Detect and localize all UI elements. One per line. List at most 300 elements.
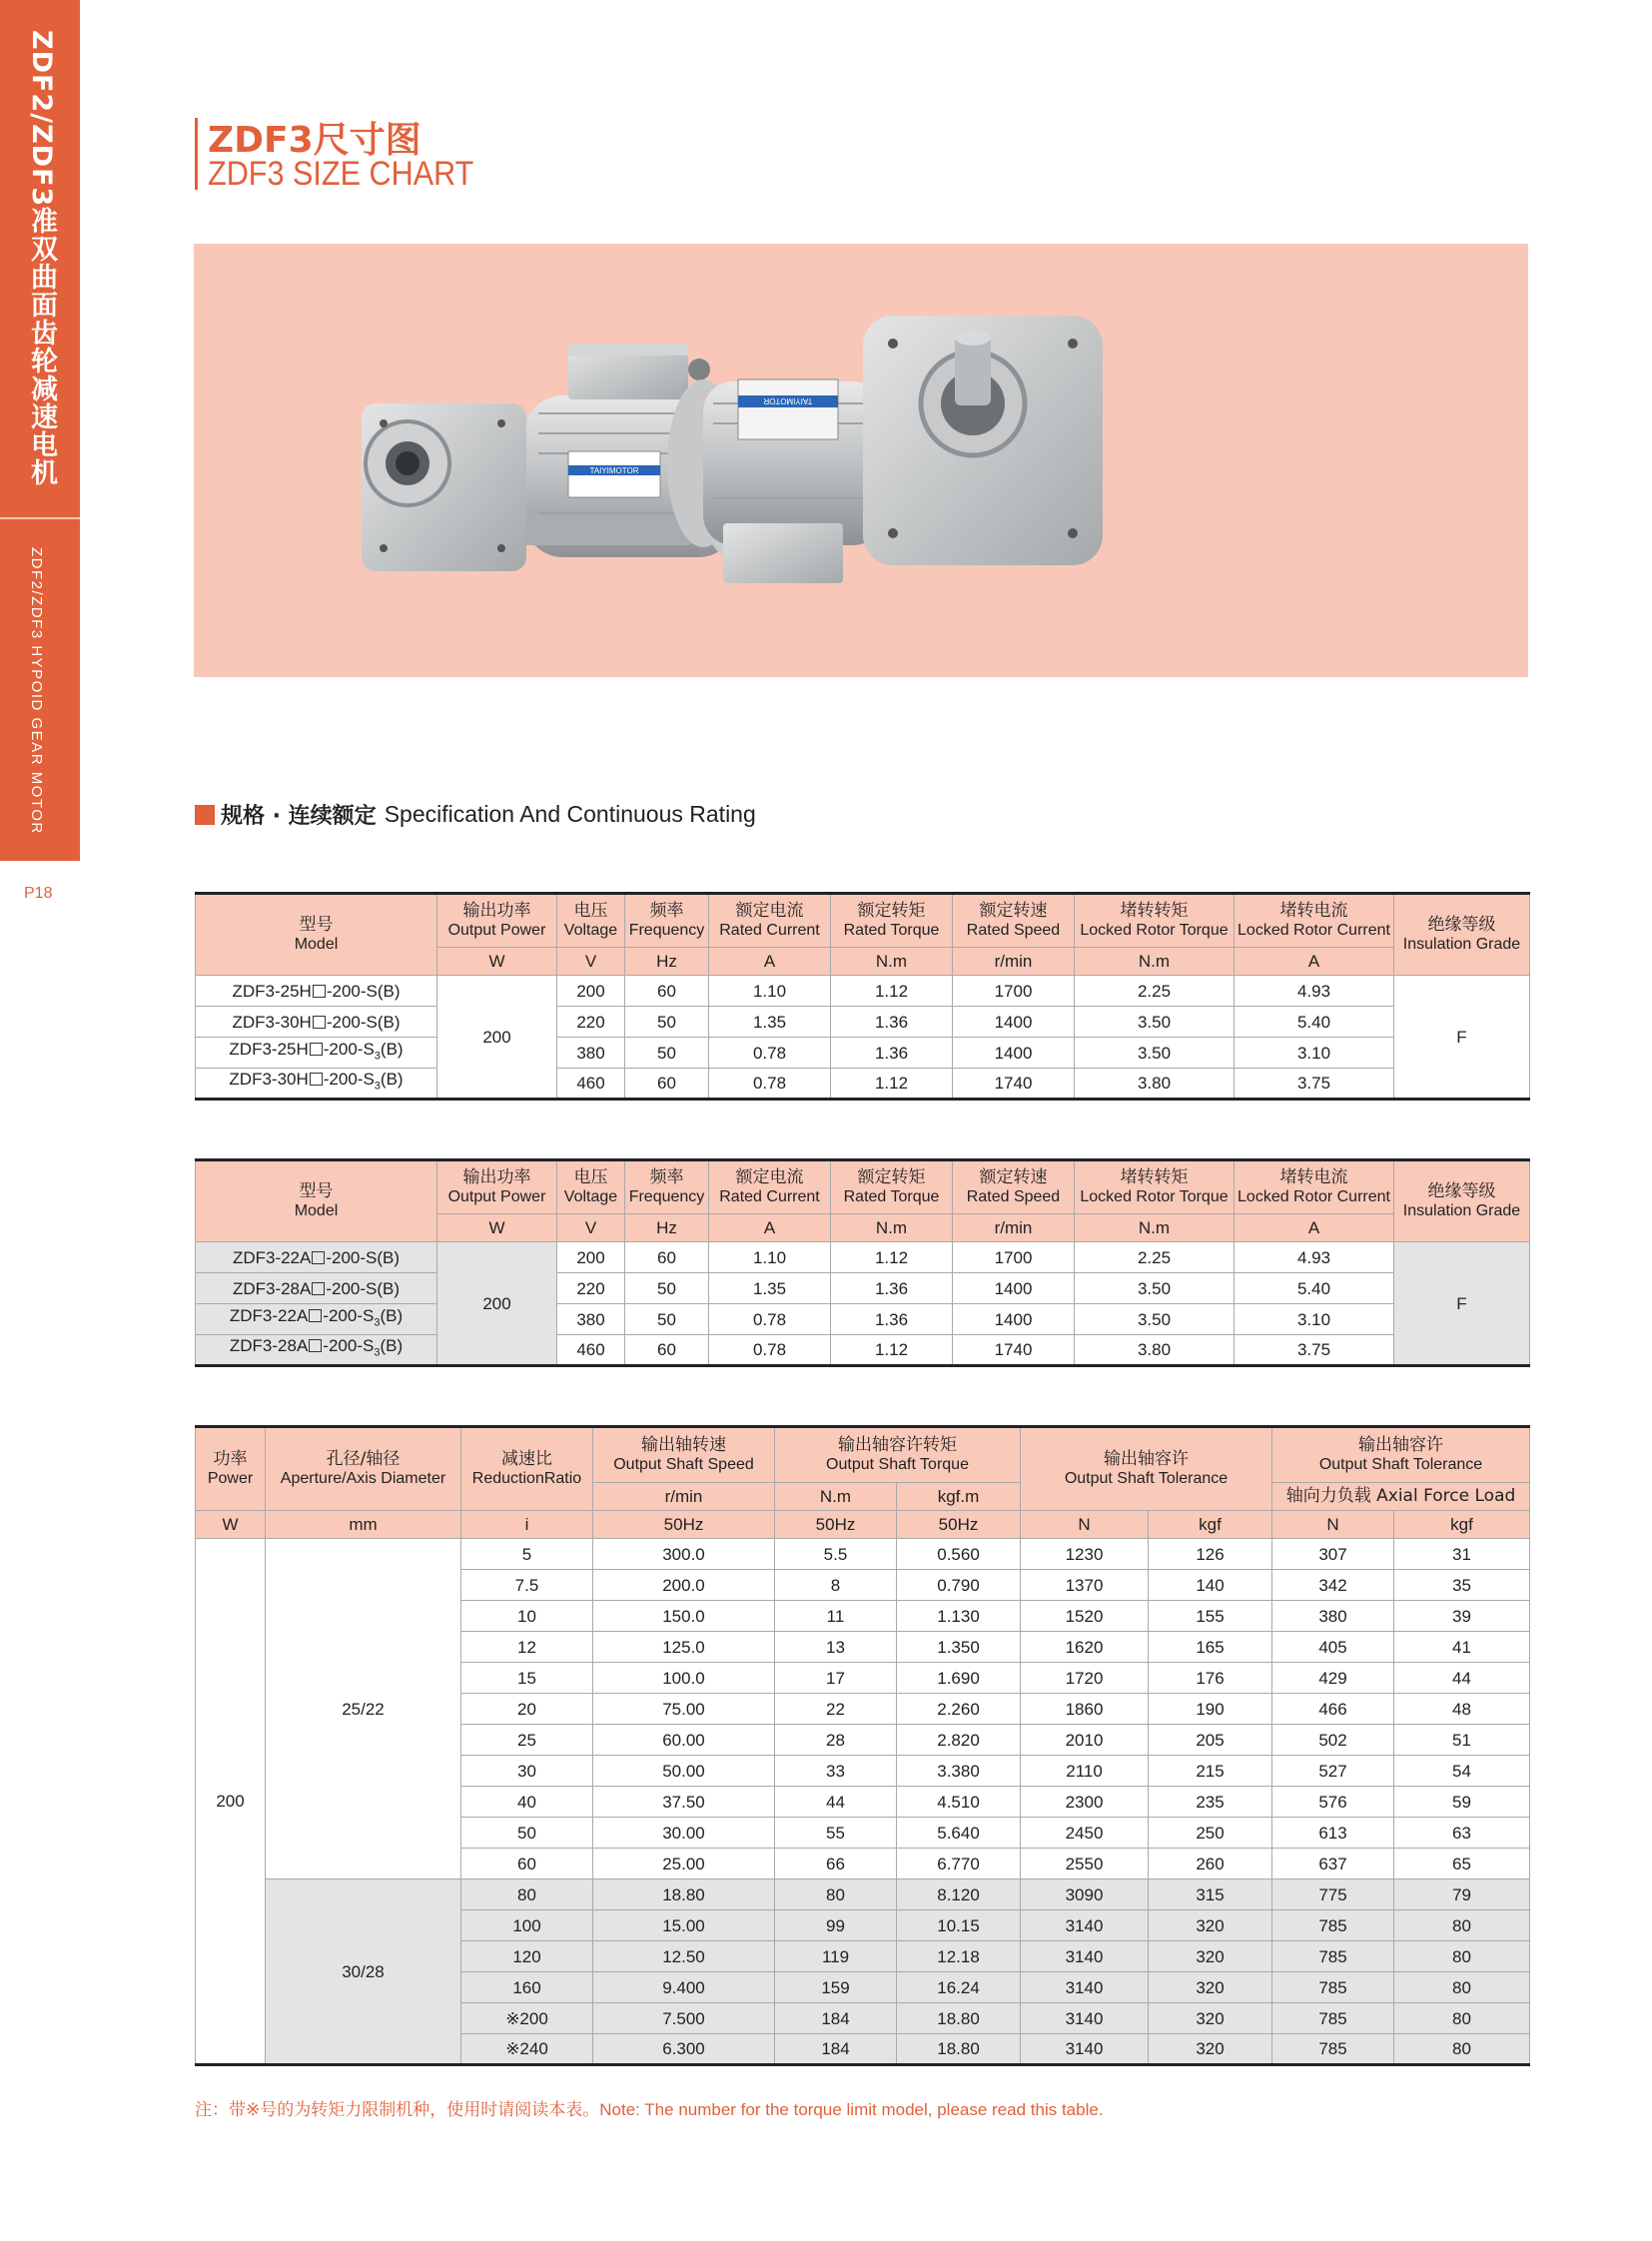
hdr-torque-cn: 输出轴容许转矩: [838, 1435, 957, 1455]
hdr-ratio-en: ReductionRatio: [471, 1470, 582, 1487]
ratio-cell: 15: [461, 1663, 593, 1694]
hdr-torque-en: Rated Torque: [843, 922, 940, 939]
model-prefix: ZDF3-30H: [232, 1012, 312, 1032]
power-cell: 200: [437, 976, 557, 1100]
tolerance-n-cell: 1230: [1021, 1539, 1149, 1570]
spec-heading: [195, 799, 756, 830]
table-header-row: [196, 1160, 1530, 1214]
hdr-current-en: Rated Current: [719, 1188, 820, 1205]
speed-cell: 1700: [953, 976, 1075, 1007]
axial-n-cell: 466: [1272, 1694, 1394, 1725]
tolerance-kgf-cell: 155: [1149, 1601, 1272, 1632]
axial-n-cell: 380: [1272, 1601, 1394, 1632]
axial-n-cell: 502: [1272, 1725, 1394, 1756]
ratio-cell: 30: [461, 1756, 593, 1787]
speed-cell: 1400: [953, 1273, 1075, 1304]
model-suffix: -200-S(B): [326, 1012, 401, 1032]
hdr-speed-en: Output Shaft Speed: [613, 1456, 754, 1473]
voltage-cell: 380: [557, 1038, 625, 1069]
hdr-lrt-cn: 堵转转矩: [1120, 1167, 1189, 1187]
tolerance-n-cell: 2010: [1021, 1725, 1149, 1756]
side-band: [0, 0, 80, 861]
hdr-torque-en: Rated Torque: [843, 1188, 940, 1205]
axial-kgf-cell: 35: [1394, 1570, 1530, 1601]
nameplate-right: TAIYIMOTOR: [763, 396, 813, 405]
spec-heading-en: Specification And Continuous Rating: [384, 801, 756, 827]
torque-kgfm-cell: 2.820: [897, 1725, 1021, 1756]
table-row: [196, 1069, 1530, 1100]
hdr-current-en: Rated Current: [719, 922, 820, 939]
tolerance-kgf-cell: 260: [1149, 1849, 1272, 1879]
current-cell: 1.35: [709, 1273, 831, 1304]
unit-ratio: i: [461, 1511, 593, 1539]
table-row: [196, 1242, 1530, 1273]
lrc-cell: 3.10: [1235, 1304, 1394, 1335]
freq-cell: 50: [625, 1007, 709, 1038]
tolerance-n-cell: 2300: [1021, 1787, 1149, 1818]
blank-box-icon: [309, 1339, 322, 1352]
ratio-cell: 120: [461, 1941, 593, 1972]
lrc-cell: 5.40: [1235, 1273, 1394, 1304]
hdr-ins-en: Insulation Grade: [1402, 936, 1521, 953]
hdr-speed-cn: 输出轴转速: [641, 1435, 726, 1455]
table-row: [196, 976, 1530, 1007]
page-title-en: ZDF3 SIZE CHART: [208, 155, 474, 193]
model-suffix: -200-S(B): [326, 1247, 401, 1267]
axial-kgf-cell: 79: [1394, 1879, 1530, 1910]
axial-kgf-cell: 54: [1394, 1756, 1530, 1787]
nameplate-left: TAIYIMOTOR: [589, 466, 639, 475]
unit-torque-kgfm: kgf.m: [897, 1483, 1021, 1511]
heading-bar: [195, 118, 198, 190]
unit-speed: r/min: [953, 948, 1075, 976]
torque-nm-cell: 44: [775, 1787, 897, 1818]
blank-box-icon: [312, 1282, 325, 1295]
hdr-torque-cn: 额定转矩: [857, 1167, 926, 1187]
hdr-aperture-en: Aperture/Axis Diameter: [280, 1470, 446, 1487]
torque-kgfm-cell: 18.80: [897, 2034, 1021, 2065]
axial-kgf-cell: 80: [1394, 2034, 1530, 2065]
speed-cell: 1740: [953, 1335, 1075, 1366]
voltage-cell: 460: [557, 1335, 625, 1366]
speed-cell: 50.00: [593, 1756, 775, 1787]
torque-kgfm-cell: 0.560: [897, 1539, 1021, 1570]
model-sub: 3: [374, 1346, 381, 1359]
freq-cell: 50: [625, 1273, 709, 1304]
model-tail: (B): [380, 1070, 404, 1090]
model-sub: 3: [374, 1080, 381, 1093]
unit-axial-kgf: kgf: [1394, 1511, 1530, 1539]
torque-nm-cell: 80: [775, 1879, 897, 1910]
side-divider: [0, 517, 80, 519]
model-suffix: -200-S(B): [326, 1278, 401, 1298]
hdr-current-cn: 额定电流: [735, 901, 804, 921]
torque-kgfm-cell: 12.18: [897, 1941, 1021, 1972]
voltage-cell: 220: [557, 1007, 625, 1038]
model-suffix: -200-S: [323, 1070, 375, 1090]
model-prefix: ZDF3-30H: [229, 1070, 309, 1090]
ratio-table-body: [196, 1539, 1530, 2065]
ratio-cell: 5: [461, 1539, 593, 1570]
axial-n-cell: 785: [1272, 1972, 1394, 2003]
voltage-cell: 380: [557, 1304, 625, 1335]
axial-n-cell: 613: [1272, 1818, 1394, 1849]
reduction-ratio-table: [195, 1425, 1530, 2066]
model-suffix: -200-S(B): [326, 981, 401, 1001]
model-suffix: -200-S: [323, 1039, 375, 1059]
torque-nm-cell: 17: [775, 1663, 897, 1694]
insulation-cell: F: [1394, 976, 1530, 1100]
page-title-cn: ZDF3尺寸图: [208, 120, 421, 161]
axial-kgf-cell: 41: [1394, 1632, 1530, 1663]
table-unit-row: [196, 1511, 1530, 1539]
product-photo-panel: [194, 244, 1528, 677]
unit-torque: N.m: [831, 1214, 953, 1242]
torque-kgfm-cell: 3.380: [897, 1756, 1021, 1787]
rating-table-h: [195, 892, 1530, 1101]
tolerance-n-cell: 1520: [1021, 1601, 1149, 1632]
hdr-power-en: Output Power: [447, 922, 546, 939]
hdr-freq-cn: 频率: [649, 1167, 684, 1187]
model-sub: 3: [374, 1316, 381, 1329]
lrc-cell: 3.75: [1235, 1335, 1394, 1366]
ratio-cell: ※240: [461, 2034, 593, 2065]
current-cell: 0.78: [709, 1069, 831, 1100]
axial-n-cell: 785: [1272, 2003, 1394, 2034]
axial-n-cell: 405: [1272, 1632, 1394, 1663]
speed-cell: 6.300: [593, 2034, 775, 2065]
tolerance-kgf-cell: 320: [1149, 1972, 1272, 2003]
axial-kgf-cell: 59: [1394, 1787, 1530, 1818]
hdr-freq-en: Frequency: [628, 1188, 705, 1205]
axial-n-cell: 637: [1272, 1849, 1394, 1879]
axial-n-cell: 785: [1272, 1941, 1394, 1972]
freq-cell: 50: [625, 1304, 709, 1335]
lrt-cell: 3.80: [1075, 1335, 1235, 1366]
torque-cell: 1.12: [831, 1335, 953, 1366]
axial-kgf-cell: 39: [1394, 1601, 1530, 1632]
hdr-lrt-en: Locked Rotor Torque: [1080, 922, 1229, 939]
lrc-cell: 5.40: [1235, 1007, 1394, 1038]
insulation-cell: F: [1394, 1242, 1530, 1366]
axial-kgf-cell: 80: [1394, 1972, 1530, 2003]
torque-kgfm-cell: 6.770: [897, 1849, 1021, 1879]
axial-kgf-cell: 31: [1394, 1539, 1530, 1570]
speed-cell: 100.0: [593, 1663, 775, 1694]
speed-cell: 30.00: [593, 1818, 775, 1849]
speed-cell: 37.50: [593, 1787, 775, 1818]
lrt-cell: 3.50: [1075, 1007, 1235, 1038]
unit-current: A: [709, 1214, 831, 1242]
blank-box-icon: [313, 985, 326, 998]
lrc-cell: 4.93: [1235, 976, 1394, 1007]
speed-cell: 25.00: [593, 1849, 775, 1879]
unit-speed: r/min: [593, 1483, 775, 1511]
current-cell: 0.78: [709, 1304, 831, 1335]
torque-nm-cell: 28: [775, 1725, 897, 1756]
unit-torque-hz1: 50Hz: [775, 1511, 897, 1539]
tolerance-n-cell: 3140: [1021, 2003, 1149, 2034]
tolerance-kgf-cell: 140: [1149, 1570, 1272, 1601]
hdr-lrc-en: Locked Rotor Current: [1238, 1188, 1390, 1205]
model-tail: (B): [380, 1305, 404, 1325]
unit-lrc: A: [1235, 1214, 1394, 1242]
aperture-cell: 30/28: [266, 1879, 461, 2065]
hdr-voltage-en: Voltage: [563, 922, 618, 939]
torque-nm-cell: 184: [775, 2034, 897, 2065]
speed-cell: 7.500: [593, 2003, 775, 2034]
ratio-cell: 25: [461, 1725, 593, 1756]
ratio-cell: ※200: [461, 2003, 593, 2034]
model-prefix: ZDF3-25H: [232, 981, 312, 1001]
torque-cell: 1.12: [831, 1069, 953, 1100]
table-header-row: [196, 894, 1530, 948]
unit-voltage: V: [557, 948, 625, 976]
freq-cell: 60: [625, 1242, 709, 1273]
unit-lrt: N.m: [1075, 1214, 1235, 1242]
axial-kgf-cell: 80: [1394, 2003, 1530, 2034]
unit-freq: Hz: [625, 1214, 709, 1242]
table-header-row: [196, 1427, 1530, 1483]
torque-nm-cell: 8: [775, 1570, 897, 1601]
torque-nm-cell: 66: [775, 1849, 897, 1879]
lrt-cell: 3.80: [1075, 1069, 1235, 1100]
axial-kgf-cell: 48: [1394, 1694, 1530, 1725]
model-suffix: -200-S: [323, 1336, 375, 1356]
spec-heading-cn: 规格 · 连续额定: [221, 804, 377, 829]
hdr-ratio-cn: 减速比: [501, 1449, 552, 1469]
table-row: [196, 1007, 1530, 1038]
ratio-cell: 160: [461, 1972, 593, 2003]
axial-n-cell: 785: [1272, 1910, 1394, 1941]
tolerance-kgf-cell: 315: [1149, 1879, 1272, 1910]
axial-kgf-cell: 80: [1394, 1941, 1530, 1972]
ratio-cell: 100: [461, 1910, 593, 1941]
footnote-en: Note: The number for the torque limit model, please read this table.: [599, 2100, 1104, 2119]
tolerance-kgf-cell: 205: [1149, 1725, 1272, 1756]
speed-cell: 1740: [953, 1069, 1075, 1100]
motor-right: [667, 316, 1103, 583]
hdr-freq-cn: 频率: [649, 901, 684, 921]
hdr-model-cn: 型号: [299, 1181, 334, 1201]
axial-kgf-cell: 63: [1394, 1818, 1530, 1849]
tolerance-kgf-cell: 235: [1149, 1787, 1272, 1818]
model-tail: (B): [380, 1336, 404, 1356]
table-row: [196, 1335, 1530, 1366]
rating-table-a: [195, 1158, 1530, 1367]
speed-cell: 200.0: [593, 1570, 775, 1601]
torque-nm-cell: 184: [775, 2003, 897, 2034]
torque-kgfm-cell: 1.130: [897, 1601, 1021, 1632]
tolerance-kgf-cell: 320: [1149, 2034, 1272, 2065]
blank-box-icon: [313, 1016, 326, 1029]
torque-nm-cell: 55: [775, 1818, 897, 1849]
unit-power: W: [437, 948, 557, 976]
tolerance-n-cell: 1370: [1021, 1570, 1149, 1601]
tolerance-kgf-cell: 215: [1149, 1756, 1272, 1787]
unit-current: A: [709, 948, 831, 976]
table-row: [196, 1539, 1530, 1570]
torque-kgfm-cell: 8.120: [897, 1879, 1021, 1910]
model-suffix: -200-S: [323, 1305, 375, 1325]
hdr-speed-cn: 额定转速: [979, 901, 1048, 921]
side-title: ZDF2/ZDF3准双曲面齿轮减速电机: [26, 30, 57, 487]
tolerance-kgf-cell: 320: [1149, 1941, 1272, 1972]
current-cell: 0.78: [709, 1335, 831, 1366]
unit-lrc: A: [1235, 948, 1394, 976]
model-prefix: ZDF3-22A: [232, 1247, 312, 1267]
speed-cell: 150.0: [593, 1601, 775, 1632]
ratio-cell: 50: [461, 1818, 593, 1849]
speed-cell: 75.00: [593, 1694, 775, 1725]
table-row: [196, 1038, 1530, 1069]
lrt-cell: 3.50: [1075, 1038, 1235, 1069]
lrc-cell: 4.93: [1235, 1242, 1394, 1273]
ratio-cell: 12: [461, 1632, 593, 1663]
blank-box-icon: [309, 1309, 322, 1322]
unit-power: W: [437, 1214, 557, 1242]
freq-cell: 60: [625, 1335, 709, 1366]
torque-kgfm-cell: 4.510: [897, 1787, 1021, 1818]
torque-nm-cell: 99: [775, 1910, 897, 1941]
unit-speed-hz: 50Hz: [593, 1511, 775, 1539]
torque-kgfm-cell: 10.15: [897, 1910, 1021, 1941]
model-prefix: ZDF3-28A: [229, 1336, 309, 1356]
hdr-axial-sub: 轴向力负载 Axial Force Load: [1272, 1483, 1530, 1511]
hdr-voltage-cn: 电压: [573, 901, 608, 921]
speed-cell: 300.0: [593, 1539, 775, 1570]
torque-nm-cell: 13: [775, 1632, 897, 1663]
tolerance-n-cell: 1860: [1021, 1694, 1149, 1725]
hdr-tol-en: Output Shaft Tolerance: [1064, 1470, 1229, 1487]
torque-kgfm-cell: 2.260: [897, 1694, 1021, 1725]
hdr-model-en: Model: [294, 936, 339, 953]
tolerance-n-cell: 3140: [1021, 1910, 1149, 1941]
ratio-cell: 40: [461, 1787, 593, 1818]
table-row: [196, 1273, 1530, 1304]
hdr-current-cn: 额定电流: [735, 1167, 804, 1187]
voltage-cell: 200: [557, 1242, 625, 1273]
torque-kgfm-cell: 16.24: [897, 1972, 1021, 2003]
axial-n-cell: 342: [1272, 1570, 1394, 1601]
lrt-cell: 2.25: [1075, 1242, 1235, 1273]
hdr-model-en: Model: [294, 1202, 339, 1219]
model-prefix: ZDF3-28A: [232, 1278, 312, 1298]
hdr-axial-cn: 输出轴容许: [1358, 1435, 1444, 1455]
hdr-tol-cn: 输出轴容许: [1104, 1449, 1190, 1469]
unit-voltage: V: [557, 1214, 625, 1242]
tolerance-n-cell: 3140: [1021, 1941, 1149, 1972]
torque-cell: 1.12: [831, 1242, 953, 1273]
torque-cell: 1.36: [831, 1038, 953, 1069]
axial-n-cell: 429: [1272, 1663, 1394, 1694]
unit-aperture: mm: [266, 1511, 461, 1539]
hdr-ins-en: Insulation Grade: [1402, 1202, 1521, 1219]
hdr-power-cn: 输出功率: [462, 901, 531, 921]
speed-cell: 15.00: [593, 1910, 775, 1941]
table-row: [196, 1879, 1530, 1910]
torque-nm-cell: 159: [775, 1972, 897, 2003]
model-prefix: ZDF3-25H: [229, 1039, 309, 1059]
voltage-cell: 200: [557, 976, 625, 1007]
axial-kgf-cell: 65: [1394, 1849, 1530, 1879]
tolerance-n-cell: 3140: [1021, 1972, 1149, 2003]
hdr-torque-cn: 额定转矩: [857, 901, 926, 921]
tolerance-kgf-cell: 320: [1149, 2003, 1272, 2034]
current-cell: 1.10: [709, 1242, 831, 1273]
lrt-cell: 2.25: [1075, 976, 1235, 1007]
ratio-cell: 10: [461, 1601, 593, 1632]
hdr-speed-en: Rated Speed: [966, 1188, 1061, 1205]
heading-square-icon: [195, 805, 215, 825]
axial-n-cell: 785: [1272, 2034, 1394, 2065]
model-sub: 3: [374, 1050, 381, 1063]
hdr-lrc-cn: 堵转电流: [1279, 1167, 1348, 1187]
hdr-axial-en: Output Shaft Tolerance: [1318, 1456, 1483, 1473]
power-cell: 200: [437, 1242, 557, 1366]
torque-kgfm-cell: 1.690: [897, 1663, 1021, 1694]
hdr-lrc-en: Locked Rotor Current: [1238, 922, 1390, 939]
axial-kgf-cell: 51: [1394, 1725, 1530, 1756]
current-cell: 0.78: [709, 1038, 831, 1069]
speed-cell: 18.80: [593, 1879, 775, 1910]
unit-freq: Hz: [625, 948, 709, 976]
tolerance-n-cell: 3090: [1021, 1879, 1149, 1910]
blank-box-icon: [310, 1043, 323, 1056]
torque-kgfm-cell: 1.350: [897, 1632, 1021, 1663]
hdr-lrt-cn: 堵转转矩: [1120, 901, 1189, 921]
hdr-lrc-cn: 堵转电流: [1279, 901, 1348, 921]
tolerance-n-cell: 2450: [1021, 1818, 1149, 1849]
lrc-cell: 3.75: [1235, 1069, 1394, 1100]
unit-torque-hz2: 50Hz: [897, 1511, 1021, 1539]
speed-cell: 1400: [953, 1038, 1075, 1069]
ratio-cell: 7.5: [461, 1570, 593, 1601]
speed-cell: 1400: [953, 1007, 1075, 1038]
model-tail: (B): [380, 1039, 404, 1059]
tolerance-kgf-cell: 165: [1149, 1632, 1272, 1663]
current-cell: 1.35: [709, 1007, 831, 1038]
tolerance-n-cell: 3140: [1021, 2034, 1149, 2065]
hdr-voltage-en: Voltage: [563, 1188, 618, 1205]
voltage-cell: 220: [557, 1273, 625, 1304]
table-row: [196, 1304, 1530, 1335]
axial-n-cell: 527: [1272, 1756, 1394, 1787]
motor-illustrations: [194, 244, 1528, 677]
axial-kgf-cell: 44: [1394, 1663, 1530, 1694]
unit-tol-kgf: kgf: [1149, 1511, 1272, 1539]
hdr-power-cn: 功率: [213, 1449, 248, 1469]
blank-box-icon: [310, 1073, 323, 1086]
torque-kgfm-cell: 5.640: [897, 1818, 1021, 1849]
tolerance-kgf-cell: 126: [1149, 1539, 1272, 1570]
aperture-cell: 25/22: [266, 1539, 461, 1879]
torque-cell: 1.12: [831, 976, 953, 1007]
hdr-speed-en: Rated Speed: [966, 922, 1061, 939]
torque-nm-cell: 5.5: [775, 1539, 897, 1570]
torque-cell: 1.36: [831, 1273, 953, 1304]
hdr-power-cn: 输出功率: [462, 1167, 531, 1187]
current-cell: 1.10: [709, 976, 831, 1007]
lrt-cell: 3.50: [1075, 1273, 1235, 1304]
hdr-lrt-en: Locked Rotor Torque: [1080, 1188, 1229, 1205]
speed-cell: 125.0: [593, 1632, 775, 1663]
lrt-cell: 3.50: [1075, 1304, 1235, 1335]
power-cell: 200: [196, 1539, 266, 2065]
torque-nm-cell: 119: [775, 1941, 897, 1972]
speed-cell: 1700: [953, 1242, 1075, 1273]
axial-n-cell: 576: [1272, 1787, 1394, 1818]
